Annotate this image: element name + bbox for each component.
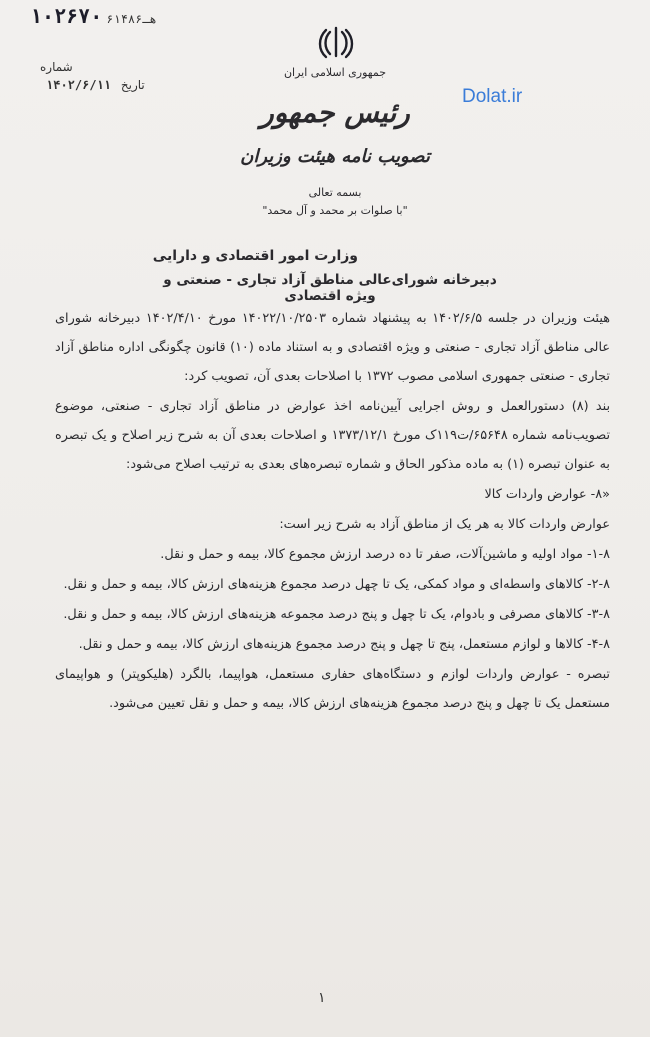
list-item: ۲-۸- کالاهای واسطه‌ای و مواد کمکی، یک تا چهل درصد مجموع هزینه‌های ارزش کالا، بیمه و حمل و نقل. xyxy=(63,577,610,592)
serial-prefix: ۶۱۴۸۶هـ xyxy=(106,12,157,26)
clause-paragraph: بند (۸) دستورالعمل و روش اجرایی آیین‌نامه اخذ عوارض در مناطق آزاد تجاری - صنعتی، موضوع تصویب‌نامه شماره ۶۵۶۴۸/ت۱۱۹ک مورخ ۱۳۷۳/۱۲/۱ و اصلاحات بعدی آن به شرح زیر اصلاح و یک تبصره به عنوان تبصره (۱) به ماده مذکور الحاق و شماره تبصره‌های بعدی به ترتیب اصلاح می‌شود: xyxy=(55,399,611,472)
date-field xyxy=(46,78,145,92)
watermark-link[interactable]: Dolat.ir xyxy=(462,86,523,107)
document-body xyxy=(55,304,610,719)
salutation: "با صلوات بر محمد و آل محمد" xyxy=(262,204,408,217)
intro-paragraph: هیئت وزیران در جلسه ۱۴۰۲/۶/۵ به پیشنهاد شماره ۱۴۰۲۲/۱۰/۲۵۰۳ مورخ ۱۴۰۲/۴/۱۰ دبیرخانه شورای عالی مناطق آزاد تجاری - صنعتی و ویژه اقتصادی و به استناد ماده (۱۰) قانون چگونگی اداره مناطق آزاد تجاری - صنعتی جمهوری اسلامی مصوب ۱۳۷۲ با اصلاحات بعدی آن، تصویب کرد: xyxy=(55,311,611,384)
list-item: ۴-۸- کالاها و لوازم مستعمل، پنج تا چهل و پنج درصد مجموع هزینه‌های ارزش کالا، بیمه و حمل و نقل. xyxy=(78,637,610,652)
addressee-secretariat: دبیرخانه شورای‌عالی مناطق آزاد تجاری - صنعتی و ویژه اقتصادی xyxy=(163,272,497,304)
serial-value: ۱۰۲۶۷۰ xyxy=(30,4,103,28)
serial-number xyxy=(30,4,157,28)
addressee-ministry: وزارت امور اقتصادی و دارایی xyxy=(152,248,358,264)
list-item: ۱-۸- مواد اولیه و ماشین‌آلات، صفر تا ده درصد ارزش مجموع کالا، بیمه و حمل و نقل. xyxy=(160,547,610,562)
number-label: شماره xyxy=(40,60,73,74)
page-number: ۱ xyxy=(318,990,326,1006)
date-value: ۱۴۰۲/۶/۱۱ xyxy=(46,78,112,92)
iran-emblem-icon xyxy=(316,22,356,62)
date-label: تاریخ xyxy=(120,78,145,92)
office-title: رئیس جمهور xyxy=(260,96,410,129)
invocation: بسمه تعالی xyxy=(308,186,362,199)
list-item: ۳-۸- کالاهای مصرفی و بادوام، یک تا چهل و پنج درصد مجموعه هزینه‌های ارزش کالا، بیمه و حمل و نقل. xyxy=(63,607,610,622)
section-heading: «۸- عوارض واردات کالا xyxy=(484,487,610,502)
lead-paragraph: عوارض واردات کالا به هر یک از مناطق آزاد به شرح زیر است: xyxy=(279,517,610,532)
republic-label: جمهوری اسلامی ایران xyxy=(283,66,387,79)
note-paragraph: تبصره - عوارض واردات لوازم و دستگاه‌های حفاری مستعمل، هواپیما، بالگرد (هلیکوپتر) و هواپیمای مستعمل یک تا چهل و پنج درصد مجموع هزینه‌های ارزش کالا، بیمه و حمل و نقل تعیین می‌شود. xyxy=(55,667,610,711)
number-field xyxy=(40,60,73,74)
document-type: تصویب نامه هیئت وزیران xyxy=(240,146,430,167)
